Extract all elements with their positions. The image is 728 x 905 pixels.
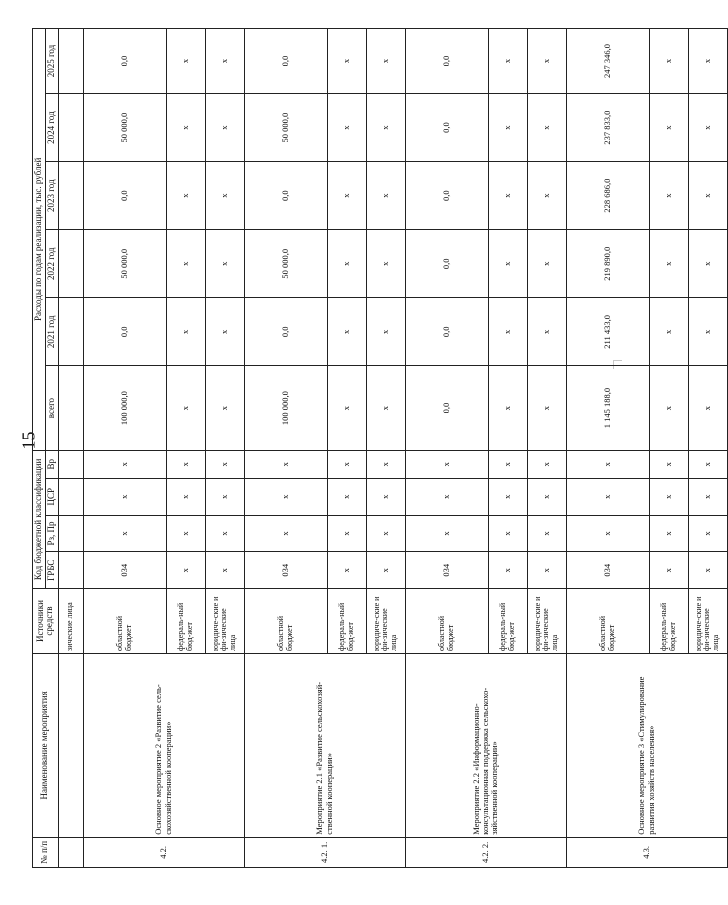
cell-2025: х [488, 29, 527, 94]
cell-rzpr: х [688, 515, 727, 552]
cell-2025: х [649, 29, 688, 94]
cell-2021: 0,0 [405, 298, 488, 366]
header-2023: 2023 год [45, 162, 58, 230]
cell-2024: 50 000,0 [244, 94, 327, 162]
cell-2024: х [366, 94, 405, 162]
cell-2023: х [688, 162, 727, 230]
header-2022: 2022 год [45, 230, 58, 298]
page-number: 15 [18, 431, 39, 450]
header-vr: Вр [45, 450, 58, 478]
cell-2024: х [488, 94, 527, 162]
cell-total: х [488, 366, 527, 450]
cell-source: областной бюджет [566, 589, 649, 654]
cell-source: областной бюджет [83, 589, 166, 654]
cell-vr: х [488, 450, 527, 478]
cell-2024 [58, 94, 83, 162]
header-2025: 2025 год [45, 29, 58, 94]
cell-2021: 211 433,0 [566, 298, 649, 366]
header-budget-code: Код бюджетной классификации [33, 450, 46, 588]
cell-rzpr: х [327, 515, 366, 552]
cell-grbs: х [527, 552, 566, 589]
table-header [33, 29, 59, 868]
cell-2022: х [366, 230, 405, 298]
cell-vr: х [327, 450, 366, 478]
cell-2024: х [205, 94, 244, 162]
cell-csr: х [366, 478, 405, 515]
cell-2025 [58, 29, 83, 94]
cell-2022: х [166, 230, 205, 298]
cell-total: х [688, 366, 727, 450]
cell-rzpr: х [405, 515, 488, 552]
cell-2022: х [688, 230, 727, 298]
cell-total: х [166, 366, 205, 450]
header-rzpr: Рз, Пр [45, 515, 58, 552]
cell-2025: 0,0 [83, 29, 166, 94]
cell-rzpr: х [649, 515, 688, 552]
cell-total: х [527, 366, 566, 450]
cell-total: х [366, 366, 405, 450]
cell-2023: 0,0 [83, 162, 166, 230]
cell-source: областной бюджет [244, 589, 327, 654]
cell-rzpr: х [244, 515, 327, 552]
cell-csr [58, 478, 83, 515]
cell-2024: 0,0 [405, 94, 488, 162]
header-expenses: Расходы по годам реализации, тыс. рублей [33, 29, 46, 451]
cell-2025: х [688, 29, 727, 94]
cell-grbs: х [166, 552, 205, 589]
cell-grbs: 034 [244, 552, 327, 589]
cell-vr: х [566, 450, 649, 478]
cell-vr: х [83, 450, 166, 478]
cell-2024: х [649, 94, 688, 162]
cell-2021: х [649, 298, 688, 366]
cell-num [58, 837, 83, 867]
cell-2024: х [688, 94, 727, 162]
cell-total: х [649, 366, 688, 450]
cell-grbs: х [205, 552, 244, 589]
cell-total: 0,0 [405, 366, 488, 450]
cell-2022 [58, 230, 83, 298]
cell-rzpr [58, 515, 83, 552]
cell-csr: х [649, 478, 688, 515]
cell-2025: х [205, 29, 244, 94]
budget-table [32, 28, 728, 868]
cell-2023 [58, 162, 83, 230]
rotated-page-content [32, 28, 721, 868]
cell-2023: 228 686,0 [566, 162, 649, 230]
cell-csr: х [83, 478, 166, 515]
header-2024: 2024 год [45, 94, 58, 162]
cell-csr: х [488, 478, 527, 515]
cell-2023: х [366, 162, 405, 230]
cell-2021: х [366, 298, 405, 366]
cell-2021: 0,0 [83, 298, 166, 366]
cell-vr: х [205, 450, 244, 478]
cell-2021: х [327, 298, 366, 366]
cell-total: 1 145 188,0 [566, 366, 649, 450]
cell-2025: х [527, 29, 566, 94]
cell-rzpr: х [366, 515, 405, 552]
cell-2023: х [327, 162, 366, 230]
cell-name: Основное мероприятие 2 «Развитие сель-скохозяйственной кооперации» [83, 653, 244, 837]
cell-csr: х [244, 478, 327, 515]
table-row [405, 29, 488, 868]
cell-vr: х [366, 450, 405, 478]
header-num: № п/п [33, 837, 59, 867]
header-total: всего [45, 366, 58, 450]
cell-num: 4.2. [83, 837, 244, 867]
cell-2025: 0,0 [405, 29, 488, 94]
cell-source: областной бюджет [405, 589, 488, 654]
table-row [566, 29, 649, 868]
cell-2021: х [688, 298, 727, 366]
cell-vr: х [166, 450, 205, 478]
cell-csr: х [527, 478, 566, 515]
cell-grbs: х [366, 552, 405, 589]
cell-2023: 0,0 [244, 162, 327, 230]
cell-name [58, 653, 83, 837]
cell-2023: х [205, 162, 244, 230]
cell-grbs: х [649, 552, 688, 589]
header-2021: 2021 год [45, 298, 58, 366]
cell-2021: 0,0 [244, 298, 327, 366]
cell-2022: х [488, 230, 527, 298]
cell-2024: х [327, 94, 366, 162]
cell-2025: х [166, 29, 205, 94]
cell-2025: х [366, 29, 405, 94]
cell-2025: х [327, 29, 366, 94]
cell-csr: х [205, 478, 244, 515]
table-body [58, 29, 727, 868]
cell-grbs: х [688, 552, 727, 589]
cell-2021: х [488, 298, 527, 366]
cell-vr [58, 450, 83, 478]
cell-2022: х [205, 230, 244, 298]
cell-rzpr: х [488, 515, 527, 552]
cell-vr: х [649, 450, 688, 478]
cell-num: 4.3. [566, 837, 727, 867]
header-name: Наименование мероприятия [33, 653, 59, 837]
cell-2022: 0,0 [405, 230, 488, 298]
cell-2023: х [488, 162, 527, 230]
cell-source: федераль-ный бюд-жет [327, 589, 366, 654]
cell-2021 [58, 298, 83, 366]
cell-csr: х [405, 478, 488, 515]
cell-grbs: х [327, 552, 366, 589]
cell-vr: х [527, 450, 566, 478]
header-source: Источники средств [33, 589, 59, 654]
cell-2021: х [205, 298, 244, 366]
cell-csr: х [327, 478, 366, 515]
cell-source: зические лица [58, 589, 83, 654]
cell-2025: 0,0 [244, 29, 327, 94]
header-csr: ЦСР [45, 478, 58, 515]
cell-grbs: 034 [566, 552, 649, 589]
cell-2022: 50 000,0 [83, 230, 166, 298]
cell-2021: х [527, 298, 566, 366]
cell-grbs: 034 [83, 552, 166, 589]
cell-name: Мероприятие 2.1 «Развитие сельскохозяй-ственной кооперации» [244, 653, 405, 837]
cell-source: юридиче-ские и фи-зические лица [527, 589, 566, 654]
cell-name: Основное мероприятие 3 «Стимулирование развития хозяйств населения» [566, 653, 727, 837]
cell-total: х [327, 366, 366, 450]
cell-source: федераль-ный бюд-жет [166, 589, 205, 654]
cell-2023: 0,0 [405, 162, 488, 230]
cell-source: федераль-ный бюд-жет [488, 589, 527, 654]
cell-vr: х [244, 450, 327, 478]
cell-source: федераль-ный бюд-жет [649, 589, 688, 654]
cell-2023: х [166, 162, 205, 230]
header-grbs: ГРБС [45, 552, 58, 589]
cell-2022: 50 000,0 [244, 230, 327, 298]
cell-source: юридиче-ские и фи-зические лица [366, 589, 405, 654]
cell-grbs: х [488, 552, 527, 589]
cell-total: х [205, 366, 244, 450]
cell-2022: х [527, 230, 566, 298]
cell-name: Мероприятие 2.2 «Информационно-консультационная поддержка сельскохо-зяйственной кооперации» [405, 653, 566, 837]
cell-2022: х [327, 230, 366, 298]
cell-vr: х [405, 450, 488, 478]
cell-2022: х [649, 230, 688, 298]
cell-2023: х [649, 162, 688, 230]
cell-total: 100 000,0 [244, 366, 327, 450]
cell-2024: х [166, 94, 205, 162]
cell-csr: х [166, 478, 205, 515]
cell-2023: х [527, 162, 566, 230]
cell-rzpr: х [527, 515, 566, 552]
cell-2024: х [527, 94, 566, 162]
cell-2025: 247 346,0 [566, 29, 649, 94]
cell-num: 4.2. 2. [405, 837, 566, 867]
cell-rzpr: х [83, 515, 166, 552]
cell-2024: 50 000,0 [83, 94, 166, 162]
cell-num: 4.2. 1. [244, 837, 405, 867]
cell-grbs: 034 [405, 552, 488, 589]
table-row [244, 29, 327, 868]
cell-rzpr: х [205, 515, 244, 552]
cell-total: 100 000,0 [83, 366, 166, 450]
cell-csr: х [688, 478, 727, 515]
table-row [58, 29, 83, 868]
cell-csr: х [566, 478, 649, 515]
cell-source: юридиче-ские и фи-зические лица [205, 589, 244, 654]
cell-rzpr: х [566, 515, 649, 552]
cell-total [58, 366, 83, 450]
table-row [83, 29, 166, 868]
cell-source: юридиче-ские и фи-зические лица [688, 589, 727, 654]
cell-2024: 237 833,0 [566, 94, 649, 162]
cell-2021: х [166, 298, 205, 366]
cell-vr: х [688, 450, 727, 478]
cell-rzpr: х [166, 515, 205, 552]
cell-grbs [58, 552, 83, 589]
cell-2022: 219 890,0 [566, 230, 649, 298]
